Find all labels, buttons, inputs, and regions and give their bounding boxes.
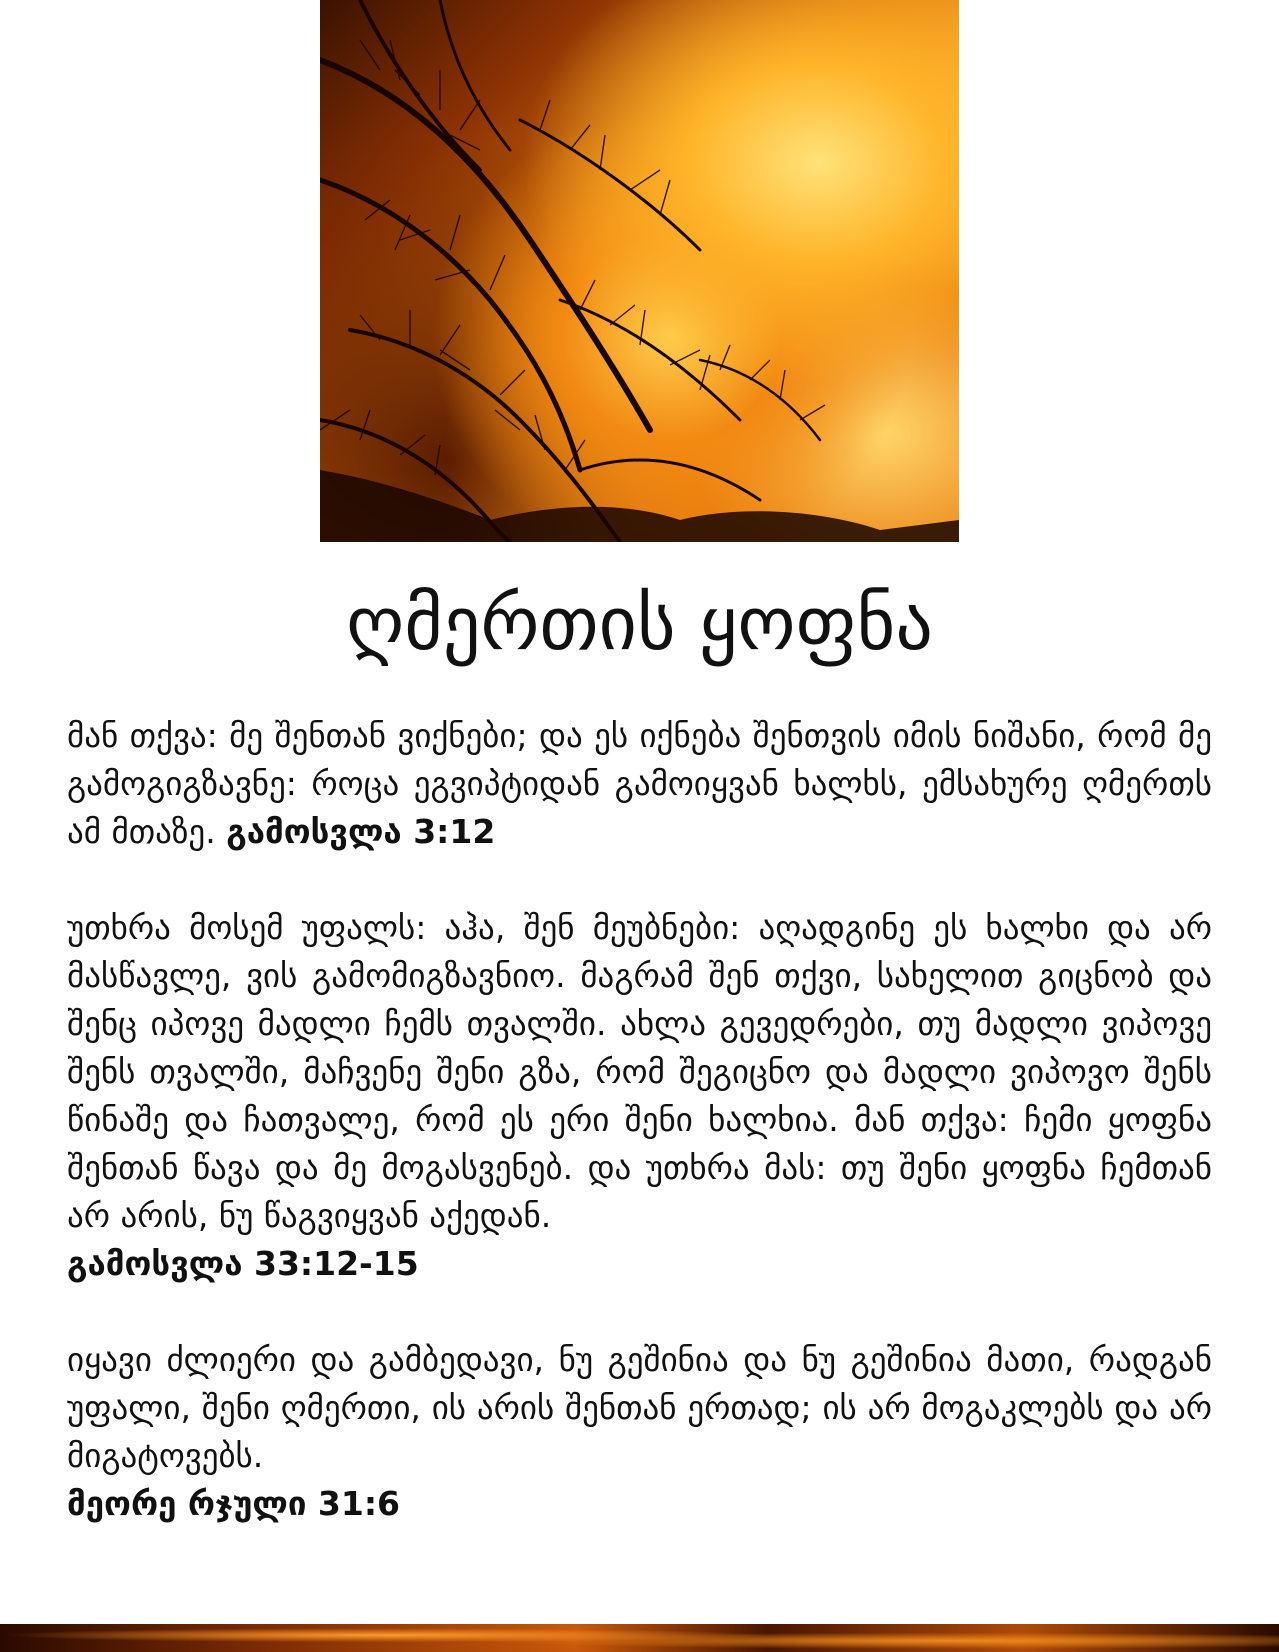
fire-strip-image	[0, 1624, 1279, 1652]
passage-text: მან თქვა: მე შენთან ვიქნები; და ეს იქნება შენთვის იმის ნიშანი, რომ მე გამოგიგზავნე: როცა ეგვიპტიდან გამოიყვან ხალხს, ემსახურე ღმერთს ამ მთაზე.	[67, 716, 1212, 851]
fire-image	[320, 0, 959, 542]
passage-2	[67, 904, 1212, 1288]
passage-3	[67, 1336, 1212, 1528]
scripture-list	[67, 712, 1212, 1528]
passage-reference: გამოსვლა 33:12-15	[67, 1244, 419, 1283]
passage-1	[67, 712, 1212, 856]
passage-reference: გამოსვლა 3:12	[226, 812, 496, 851]
passage-text: უთხრა მოსემ უფალს: აჰა, შენ მეუბნები: აღადგინე ეს ხალხი და არ მასწავლე, ვის გამომიგზავნიო. მაგრამ შენ თქვი, სახელით გიცნობ და შენც იპოვე მადლი ჩემს თვალში. ახლა გევედრები, თუ მადლი ვიპოვე შენს თვალში, მაჩვენე შენი გზა, რომ შეგიცნო და მადლი ვიპოვო შენს წინაშე და ჩათვალე, რომ ეს ერი შენი ხალხია. მან თქვა: ჩემი ყოფნა შენთან წავა და მე მოგასვენებ. და უთხრა მას: თუ შენი ყოფნა ჩემთან არ არის, ნუ წაგვიყვან აქედან.	[67, 908, 1212, 1235]
passage-text: იყავი ძლიერი და გამბედავი, ნუ გეშინია და ნუ გეშინია მათი, რადგან უფალი, შენი ღმერთი, ის არის შენთან ერთად; ის არ მოგაკლებს და არ მიგატოვებს.	[67, 1340, 1212, 1475]
page-title: ღმერთის ყოფნა	[346, 581, 933, 667]
passage-reference: მეორე რჯული 31:6	[67, 1484, 401, 1523]
tree-silhouette-icon	[320, 0, 959, 542]
